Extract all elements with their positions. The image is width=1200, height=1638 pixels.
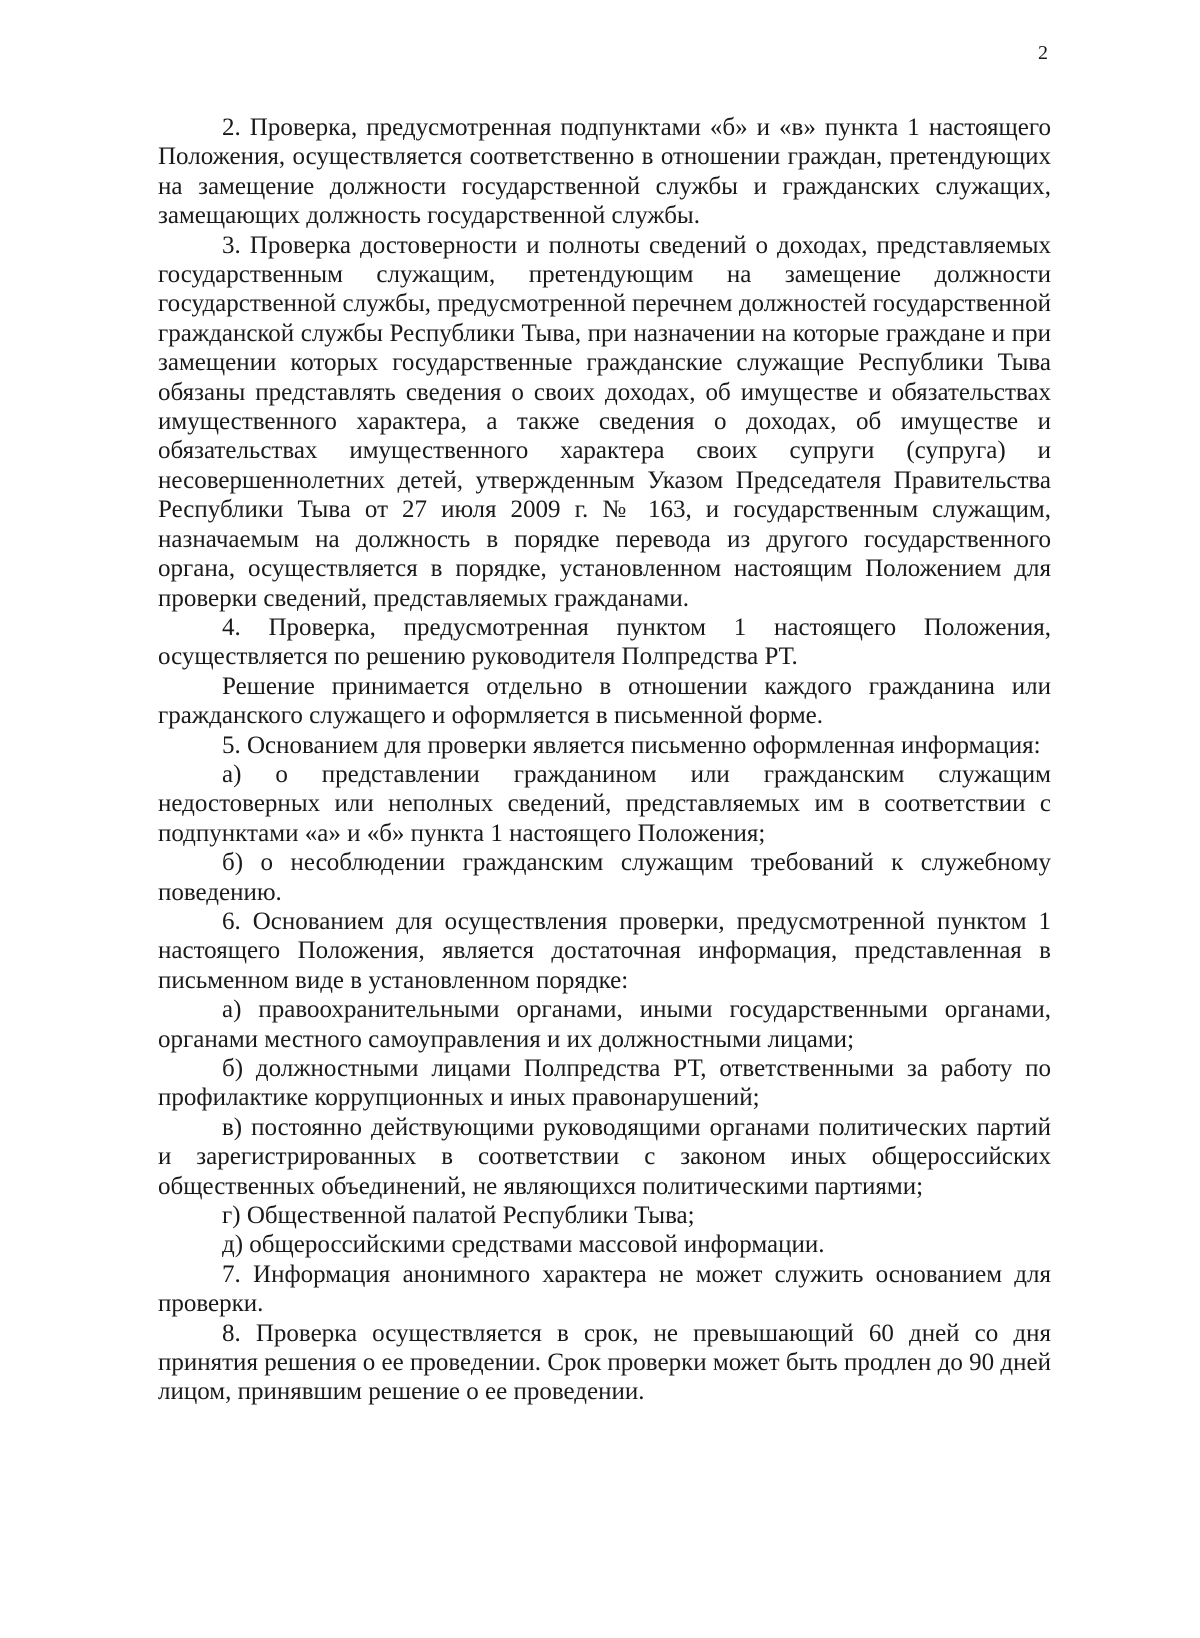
paragraph-3: 3. Проверка достоверности и полноты сведений о доходах, представляемых государственным служащим, претендующим на замещение должности государственной службы, предусмотренной перечнем должностей государственной гражданской службы Республики Тыва, при назначении на которые граждане и при замещении которых государственные гражданские служащие Республики Тыва обязаны представлять сведения о своих доходах, об имуществе и обязательствах имущественного характера, а также сведения о доходах, об имуществе и обязательствах имущественного характера своих супруги (супруга) и несовершеннолетних детей, утвержденным Указом Председателя Правительства Республики Тыва от 27 июля 2009 г. № 163, и государственным служащим, назначаемым на должность в порядке перевода из другого государственного органа, осуществляется в порядке, установленном настоящим Положением для проверки сведений, представляемых гражданами. xyxy=(158,231,1051,612)
paragraph-decision: Решение принимается отдельно в отношении каждого гражданина или гражданского служащего и оформляется в письменной форме. xyxy=(158,672,1051,730)
paragraph-5b: б) о несоблюдении гражданским служащим требований к служебному поведению. xyxy=(158,849,1051,906)
paragraph-6v: в) постоянно действующими руководящими органами политических партий и зарегистрированных в соответствии с законом иных общероссийских общественных объединений, не являющихся политическими партиями; xyxy=(158,1113,1051,1200)
paragraph-5a: а) о представлении гражданином или гражданским служащим недостоверных или неполных сведений, представляемых им в соответствии с подпунктами «а» и «б» пункта 1 настоящего Положения; xyxy=(158,760,1051,847)
paragraph-4: 4. Проверка, предусмотренная пунктом 1 настоящего Положения, осуществляется по решению руководителя Полпредства РТ. xyxy=(158,613,1051,671)
paragraph-6: 6. Основанием для осуществления проверки, предусмотренной пунктом 1 настоящего Положения, является достаточная информация, представленная в письменном виде в установленном порядке: xyxy=(158,907,1051,994)
paragraph-2: 2. Проверка, предусмотренная подпунктами «б» и «в» пункта 1 настоящего Положения, осуществляется соответственно в отношении граждан, претендующих на замещение должности государственной службы и гражданских служащих, замещающих должность государственной службы. xyxy=(158,114,1051,230)
paragraph-6a: а) правоохранительными органами, иными государственными органами, органами местного самоуправления и их должностными лицами; xyxy=(158,996,1051,1053)
page-number: 2 xyxy=(1038,42,1048,64)
document-body xyxy=(158,113,1051,1407)
paragraph-5: 5. Основанием для проверки является письменно оформленная информация: xyxy=(222,731,1041,759)
paragraph-6b: б) должностными лицами Полпредства РТ, ответственными за работу по профилактике коррупционных и иных правонарушений; xyxy=(158,1055,1051,1112)
paragraph-6d: д) общероссийскими средствами массовой информации. xyxy=(222,1231,825,1259)
paragraph-8: 8. Проверка осуществляется в срок, не превышающий 60 дней со дня принятия решения о ее проведении. Срок проверки может быть продлен до 90 дней лицом, принявшим решение о ее проведении. xyxy=(158,1319,1051,1406)
paragraph-6g: г) Общественной палатой Республики Тыва; xyxy=(222,1202,695,1230)
paragraph-7: 7. Информация анонимного характера не может служить основанием для проверки. xyxy=(158,1260,1051,1318)
